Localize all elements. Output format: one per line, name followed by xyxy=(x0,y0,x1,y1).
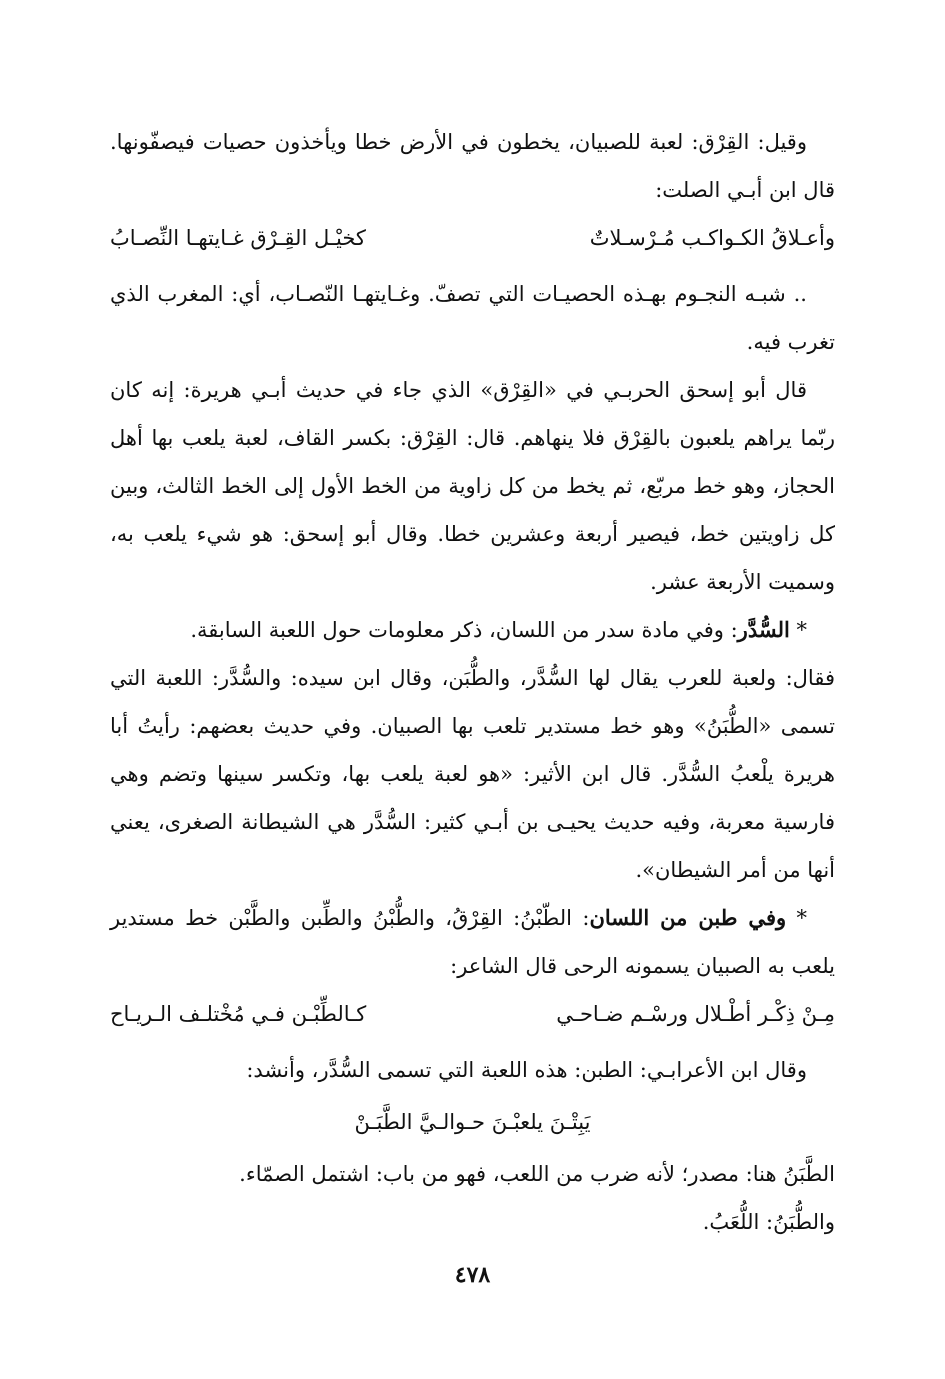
page-number: ٤٧٨ xyxy=(454,1262,491,1288)
paragraph-tabn-masdar: الطَّبَنُ هنا: مصدر؛ لأنه ضرب من اللعب، فهو من باب: اشتمل الصمّاء. xyxy=(239,1162,835,1186)
verse-first-hemistich: مِـنْ ذِكْـر أطْـلال ورسْـم ضـاحـي xyxy=(556,1002,835,1026)
paragraph-qirq-intro: وقيل: القِرْق: لعبة للصبيان، يخطون في الأرض خطا ويأخذون حصيات فيصفّونها. قال ابن أبـي الصلت: xyxy=(110,130,835,202)
section-suddar-lead xyxy=(110,606,835,654)
section-term-tabn: وفي طبن من اللسان xyxy=(589,905,787,930)
verse-single-line: يَبِتْـنَ يلعبْـنَ حـوالـيَّ الطَّبَـنْ xyxy=(354,1110,591,1134)
body-text xyxy=(110,118,835,1246)
verse-ibn-abi-al-salt xyxy=(110,214,835,262)
verse-shaer xyxy=(110,990,835,1038)
section-tabn-lead-text: : الطّبْنُ: القِرْقُ، والطُّبْنُ والطِّبن والطَّبْن خط مستدير يلعب به الصبيان يسمونه الرحى قال الشاعر: xyxy=(110,906,835,978)
verse-second-hemistich: كـالطِّبْـن فـي مُخْتلـف الـريـاح xyxy=(110,1002,367,1026)
section-marker: * xyxy=(796,906,807,930)
verse-first-hemistich: وأعـلاقُ الكـواكـب مُـرْسـلاتٌ xyxy=(589,226,835,250)
section-suddar-body: فقال: ولعبة للعرب يقال لها السُّدَّر، والطُّبَن، وقال ابن سيده: والسُّدَّر: اللعبة التي تسمى «الطُّبَنُ» وهو خط مستدير تلعب بها الصبيان. وفي حديث بعضهم: رأيتُ أبا هريرة يلْعبُ السُّدَّر. قال ابن الأثير: «هو لعبة يلعب بها، وتكسر سينها وتضم وهي فارسية معربة، وفيه حديث يحيـى بن أبـي كثير: السُّدَّر هي الشيطانة الصغرى، يعني أنها من أمر الشيطان». xyxy=(110,666,835,882)
paragraph-ibn-al-arabi: وقال ابن الأعرابـي: الطبن: هذه اللعبة التي تسمى السُّدَّر، وأنشد: xyxy=(246,1058,807,1082)
section-suddar-lead-text: : وفي مادة سدر من اللسان، ذكر معلومات حول اللعبة السابقة. xyxy=(190,618,738,642)
paragraph-stars-explanation: .. شبـه النجـوم بهـذه الحصيـات التي تصفّ. وغـايتهـا النّصـاب، أي: المغرب الذي تغرب فيه. xyxy=(110,282,835,354)
paragraph-harbi: قال أبو إسحق الحربـي في «القِرْق» الذي جاء في حديث أبـي هريرة: إنه كان ربّما يراهم يلعبون بالقِرْق فلا ينهاهم. قال: القِرْق: بكسر القاف، لعبة يلعب بها أهل الحجاز، وهو خط مربّع، ثم يخط من كل زاوية من الخط الأول إلى الخط الثالث، وبين كل زاويتين خط، فيصير أربعة وعشرين خطا. وقال أبو إسحق: هو شيء يلعب به، وسميت الأربعة عشر. xyxy=(110,378,835,594)
section-term-suddar: السُّدَّر xyxy=(737,617,790,642)
section-marker: * xyxy=(796,618,807,642)
verse-second-hemistich: كخيْـل القِـرْق غـايتهـا النِّصـابُ xyxy=(110,226,366,250)
section-tabn-lead xyxy=(110,894,835,990)
paragraph-tubn-luab: والطُّبَنُ: اللُّعَبُ. xyxy=(702,1210,835,1234)
